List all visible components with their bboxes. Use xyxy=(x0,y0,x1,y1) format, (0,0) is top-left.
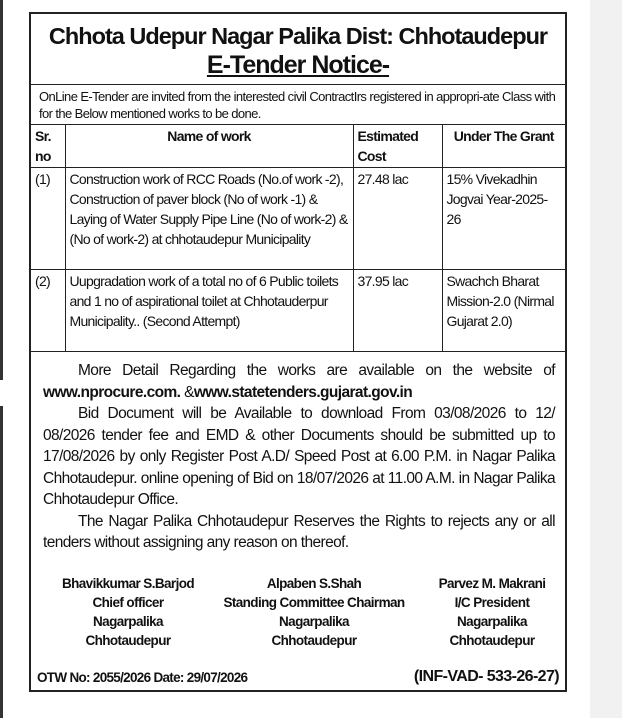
left-edge-border-bottom xyxy=(0,406,3,718)
works-table xyxy=(31,124,565,352)
signatory-role: Standing Committee Chairman xyxy=(223,595,405,610)
cell-sr: (2) xyxy=(31,270,65,352)
left-edge-border-top xyxy=(0,0,3,380)
intro-text: OnLine E-Tender are invited from the interested civil ContractIrs registered in appropri-ate Class with for the Below mentioned works to be done. xyxy=(39,89,556,121)
tender-notice xyxy=(29,12,567,692)
signatory-committee-chairman xyxy=(209,574,419,650)
signatory-name: Bhavikkumar S.Barjod xyxy=(61,576,195,591)
cell-cost: 37.95 lac xyxy=(353,270,442,352)
cell-cost: 27.48 lac xyxy=(353,168,442,270)
notice-footer xyxy=(37,662,559,692)
signatory-place: Chhotaudepur xyxy=(449,633,535,648)
col-header-name: Name of work xyxy=(65,125,353,168)
website-link-statetenders[interactable]: www.statetenders.gujarat.gov.in xyxy=(193,383,413,401)
signatory-org: Nagarpalika xyxy=(457,614,527,629)
notice-header xyxy=(31,14,565,85)
details-paragraph-2: Bid Document will be Available to download From 03/08/2026 to 12/ 08/2026 tender fee and EMD & other Documents should be submitted up to 17/08/2026 by only Register Post A.D/ Speed Post at 6.00 P.M. in Nagar Palika Chhotaudepur. online opening of Bid on 18/07/2026 at 11.00 A.M. in Nagar Palika Chhotaudepur Office. xyxy=(43,405,555,508)
col-header-grant: Under The Grant xyxy=(442,125,565,168)
table-row xyxy=(31,270,565,352)
amp-separator: & xyxy=(184,383,194,401)
cell-name: Uupgradation work of a total no of 6 Public toilets and 1 no of aspirational toilet at Chhotauderpur Municipality.. (Second Attempt) xyxy=(65,270,353,352)
signatory-org: Nagarpalika xyxy=(279,614,349,629)
cell-grant: Swachch Bharat Mission-2.0 (Nirmal Gujarat 2.0) xyxy=(442,270,565,352)
cell-name: Construction work of RCC Roads (No.of work -2), Construction of paver block (No of work -1) & Laying of Water Supply Pipe Line (No of work-2) & (No of work-2) at chhotaudepur Municipality xyxy=(65,168,353,270)
notice-title: Chhota Udepur Nagar Palika Dist: Chhotaudepur xyxy=(48,23,548,49)
otw-number: OTW No: 2055/2026 Date: 29/07/2026 xyxy=(37,670,248,685)
signatory-place: Chhotaudepur xyxy=(85,633,171,648)
cell-grant: 15% Vivekadhin Jogvai Year-2025-26 xyxy=(442,168,565,270)
signatory-name: Parvez M. Makrani xyxy=(438,576,546,591)
signatory-org: Nagarpalika xyxy=(93,614,163,629)
details-paragraph-1 xyxy=(43,360,555,403)
details-section xyxy=(31,352,565,554)
details-paragraph-3: The Nagar Palika Chhotaudepur Reserves the Rights to rejects any or all tenders without assigning any reason on thereof. xyxy=(43,512,555,551)
table-row xyxy=(31,168,565,270)
signatory-president xyxy=(423,574,561,650)
col-header-cost: Estimated Cost xyxy=(353,125,442,168)
table-header-row xyxy=(31,125,565,168)
signatory-chief-officer xyxy=(53,574,203,650)
signatory-name: Alpaben S.Shah xyxy=(266,576,362,591)
signatory-role: I/C President xyxy=(454,595,530,610)
inf-code: (INF-VAD- 533-26-27) xyxy=(413,668,559,685)
signatory-place: Chhotaudepur xyxy=(271,633,357,648)
col-header-sr: Sr. no xyxy=(31,125,65,168)
signatory-role: Chief officer xyxy=(92,595,164,610)
notice-subtitle: E-Tender Notice- xyxy=(206,51,390,79)
scrollbar-gutter[interactable] xyxy=(590,0,622,718)
details-website-intro: More Detail Regarding the works are available on the website of xyxy=(78,362,555,379)
website-link-nprocure[interactable]: www.nprocure.com. xyxy=(43,383,181,401)
cell-sr: (1) xyxy=(31,168,65,270)
